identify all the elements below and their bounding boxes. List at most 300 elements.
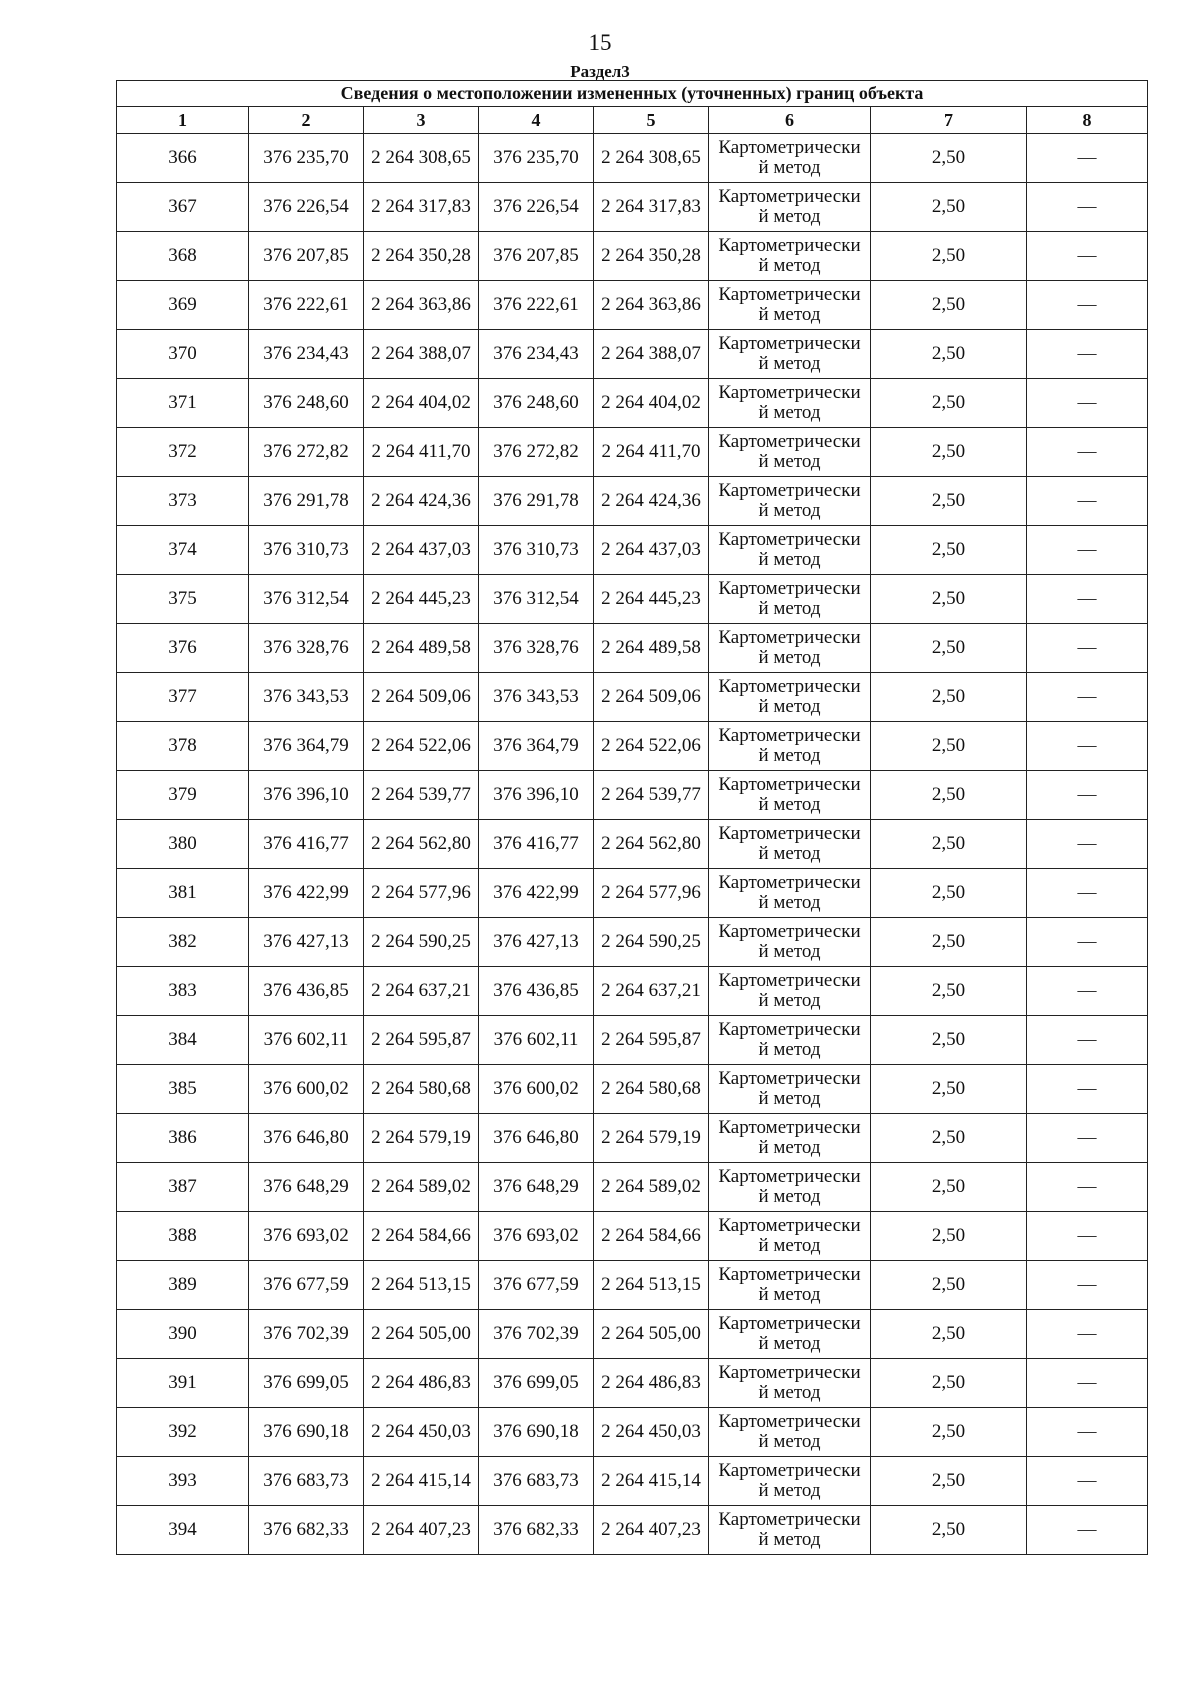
method-line-2: й метод (758, 1137, 821, 1158)
existing-x-cell: 376 690,18 (249, 1408, 364, 1457)
method-cell (709, 575, 871, 624)
point-number-cell: 369 (117, 281, 249, 330)
note-cell: — (1027, 526, 1148, 575)
table-row (117, 183, 1148, 232)
existing-y-cell: 2 264 404,02 (364, 379, 479, 428)
accuracy-cell: 2,50 (871, 673, 1027, 722)
existing-y-cell: 2 264 590,25 (364, 918, 479, 967)
point-number-cell: 385 (117, 1065, 249, 1114)
accuracy-cell: 2,50 (871, 379, 1027, 428)
existing-y-cell: 2 264 489,58 (364, 624, 479, 673)
method-cell (709, 232, 871, 281)
point-number-cell: 370 (117, 330, 249, 379)
refined-y-cell: 2 264 509,06 (594, 673, 709, 722)
accuracy-cell: 2,50 (871, 1408, 1027, 1457)
method-line-2: й метод (758, 794, 821, 815)
method-line-1: Картометрически (718, 578, 861, 599)
existing-y-cell: 2 264 445,23 (364, 575, 479, 624)
method-line-2: й метод (758, 157, 821, 178)
refined-x-cell: 376 422,99 (479, 869, 594, 918)
accuracy-cell: 2,50 (871, 575, 1027, 624)
refined-y-cell: 2 264 489,58 (594, 624, 709, 673)
point-number-cell: 371 (117, 379, 249, 428)
existing-y-cell: 2 264 637,21 (364, 967, 479, 1016)
method-line-1: Картометрически (718, 284, 861, 305)
table-row (117, 967, 1148, 1016)
existing-y-cell: 2 264 589,02 (364, 1163, 479, 1212)
refined-y-cell: 2 264 486,83 (594, 1359, 709, 1408)
existing-x-cell: 376 416,77 (249, 820, 364, 869)
refined-y-cell: 2 264 590,25 (594, 918, 709, 967)
method-cell (709, 428, 871, 477)
point-number-cell: 382 (117, 918, 249, 967)
method-line-1: Картометрически (718, 1411, 861, 1432)
refined-y-cell: 2 264 637,21 (594, 967, 709, 1016)
existing-y-cell: 2 264 363,86 (364, 281, 479, 330)
method-cell (709, 771, 871, 820)
refined-y-cell: 2 264 584,66 (594, 1212, 709, 1261)
note-cell: — (1027, 477, 1148, 526)
existing-y-cell: 2 264 579,19 (364, 1114, 479, 1163)
method-line-1: Картометрически (718, 235, 861, 256)
table-row (117, 624, 1148, 673)
note-cell: — (1027, 1016, 1148, 1065)
existing-y-cell: 2 264 486,83 (364, 1359, 479, 1408)
note-cell: — (1027, 281, 1148, 330)
note-cell: — (1027, 1261, 1148, 1310)
point-number-cell: 366 (117, 134, 249, 183)
existing-x-cell: 376 328,76 (249, 624, 364, 673)
existing-y-cell: 2 264 407,23 (364, 1506, 479, 1555)
method-cell (709, 722, 871, 771)
method-line-1: Картометрически (718, 970, 861, 991)
refined-y-cell: 2 264 522,06 (594, 722, 709, 771)
method-line-1: Картометрически (718, 1068, 861, 1089)
refined-y-cell: 2 264 450,03 (594, 1408, 709, 1457)
existing-y-cell: 2 264 350,28 (364, 232, 479, 281)
refined-y-cell: 2 264 388,07 (594, 330, 709, 379)
note-cell: — (1027, 232, 1148, 281)
refined-x-cell: 376 207,85 (479, 232, 594, 281)
method-cell (709, 477, 871, 526)
existing-x-cell: 376 693,02 (249, 1212, 364, 1261)
existing-y-cell: 2 264 580,68 (364, 1065, 479, 1114)
method-line-2: й метод (758, 500, 821, 521)
table-row (117, 722, 1148, 771)
method-cell (709, 134, 871, 183)
table-row (117, 1359, 1148, 1408)
refined-y-cell: 2 264 437,03 (594, 526, 709, 575)
point-number-cell: 389 (117, 1261, 249, 1310)
method-line-1: Картометрически (718, 1313, 861, 1334)
refined-y-cell: 2 264 505,00 (594, 1310, 709, 1359)
refined-y-cell: 2 264 579,19 (594, 1114, 709, 1163)
refined-x-cell: 376 235,70 (479, 134, 594, 183)
refined-y-cell: 2 264 445,23 (594, 575, 709, 624)
existing-y-cell: 2 264 513,15 (364, 1261, 479, 1310)
note-cell: — (1027, 1457, 1148, 1506)
note-cell: — (1027, 820, 1148, 869)
table-row (117, 1065, 1148, 1114)
accuracy-cell: 2,50 (871, 1016, 1027, 1065)
method-cell (709, 820, 871, 869)
refined-y-cell: 2 264 424,36 (594, 477, 709, 526)
existing-y-cell: 2 264 562,80 (364, 820, 479, 869)
point-number-cell: 392 (117, 1408, 249, 1457)
method-line-2: й метод (758, 1186, 821, 1207)
table-row (117, 1163, 1148, 1212)
table-row (117, 1016, 1148, 1065)
refined-x-cell: 376 226,54 (479, 183, 594, 232)
method-line-1: Картометрически (718, 529, 861, 550)
existing-x-cell: 376 422,99 (249, 869, 364, 918)
accuracy-cell: 2,50 (871, 1114, 1027, 1163)
point-number-cell: 381 (117, 869, 249, 918)
method-cell (709, 330, 871, 379)
method-cell (709, 1114, 871, 1163)
refined-x-cell: 376 699,05 (479, 1359, 594, 1408)
method-cell (709, 1163, 871, 1212)
note-cell: — (1027, 1212, 1148, 1261)
existing-x-cell: 376 646,80 (249, 1114, 364, 1163)
method-line-1: Картометрически (718, 1509, 861, 1530)
accuracy-cell: 2,50 (871, 1261, 1027, 1310)
refined-x-cell: 376 312,54 (479, 575, 594, 624)
accuracy-cell: 2,50 (871, 1212, 1027, 1261)
refined-x-cell: 376 310,73 (479, 526, 594, 575)
page-number: 15 (588, 30, 612, 55)
table-row (117, 1212, 1148, 1261)
refined-x-cell: 376 427,13 (479, 918, 594, 967)
note-cell: — (1027, 967, 1148, 1016)
table-row (117, 1457, 1148, 1506)
point-number-cell: 375 (117, 575, 249, 624)
table-row (117, 918, 1148, 967)
method-line-2: й метод (758, 1088, 821, 1109)
accuracy-cell: 2,50 (871, 820, 1027, 869)
method-cell (709, 1359, 871, 1408)
refined-x-cell: 376 416,77 (479, 820, 594, 869)
accuracy-cell: 2,50 (871, 281, 1027, 330)
accuracy-cell: 2,50 (871, 183, 1027, 232)
note-cell: — (1027, 1408, 1148, 1457)
method-cell (709, 673, 871, 722)
existing-x-cell: 376 226,54 (249, 183, 364, 232)
existing-x-cell: 376 396,10 (249, 771, 364, 820)
note-cell: — (1027, 771, 1148, 820)
refined-x-cell: 376 343,53 (479, 673, 594, 722)
refined-x-cell: 376 690,18 (479, 1408, 594, 1457)
method-line-1: Картометрически (718, 725, 861, 746)
method-line-2: й метод (758, 1333, 821, 1354)
method-line-2: й метод (758, 451, 821, 472)
note-cell: — (1027, 330, 1148, 379)
existing-y-cell: 2 264 450,03 (364, 1408, 479, 1457)
method-cell (709, 624, 871, 673)
column-number-row (117, 107, 1148, 134)
existing-x-cell: 376 291,78 (249, 477, 364, 526)
refined-x-cell: 376 234,43 (479, 330, 594, 379)
method-line-1: Картометрически (718, 676, 861, 697)
existing-y-cell: 2 264 424,36 (364, 477, 479, 526)
table-row (117, 1506, 1148, 1555)
method-cell (709, 379, 871, 428)
refined-y-cell: 2 264 562,80 (594, 820, 709, 869)
refined-x-cell: 376 396,10 (479, 771, 594, 820)
accuracy-cell: 2,50 (871, 330, 1027, 379)
refined-x-cell: 376 291,78 (479, 477, 594, 526)
point-number-cell: 380 (117, 820, 249, 869)
existing-y-cell: 2 264 595,87 (364, 1016, 479, 1065)
accuracy-cell: 2,50 (871, 1310, 1027, 1359)
point-number-cell: 384 (117, 1016, 249, 1065)
method-line-1: Картометрически (718, 823, 861, 844)
point-number-cell: 391 (117, 1359, 249, 1408)
method-cell (709, 1212, 871, 1261)
existing-x-cell: 376 702,39 (249, 1310, 364, 1359)
method-line-1: Картометрически (718, 480, 861, 501)
accuracy-cell: 2,50 (871, 232, 1027, 281)
existing-x-cell: 376 343,53 (249, 673, 364, 722)
method-cell (709, 1506, 871, 1555)
refined-x-cell: 376 222,61 (479, 281, 594, 330)
note-cell: — (1027, 1310, 1148, 1359)
method-line-2: й метод (758, 990, 821, 1011)
table-row (117, 379, 1148, 428)
accuracy-cell: 2,50 (871, 526, 1027, 575)
accuracy-cell: 2,50 (871, 967, 1027, 1016)
existing-x-cell: 376 699,05 (249, 1359, 364, 1408)
column-number-6: 6 (709, 107, 871, 134)
method-line-2: й метод (758, 402, 821, 423)
point-number-cell: 379 (117, 771, 249, 820)
method-line-1: Картометрически (718, 431, 861, 452)
method-line-2: й метод (758, 1039, 821, 1060)
point-number-cell: 393 (117, 1457, 249, 1506)
point-number-cell: 390 (117, 1310, 249, 1359)
existing-x-cell: 376 683,73 (249, 1457, 364, 1506)
method-cell (709, 526, 871, 575)
method-line-1: Картометрически (718, 774, 861, 795)
existing-y-cell: 2 264 317,83 (364, 183, 479, 232)
method-line-2: й метод (758, 304, 821, 325)
existing-y-cell: 2 264 505,00 (364, 1310, 479, 1359)
note-cell: — (1027, 1506, 1148, 1555)
existing-x-cell: 376 682,33 (249, 1506, 364, 1555)
accuracy-cell: 2,50 (871, 477, 1027, 526)
refined-x-cell: 376 677,59 (479, 1261, 594, 1310)
point-number-cell: 386 (117, 1114, 249, 1163)
method-line-1: Картометрически (718, 382, 861, 403)
existing-x-cell: 376 272,82 (249, 428, 364, 477)
method-line-2: й метод (758, 549, 821, 570)
existing-y-cell: 2 264 522,06 (364, 722, 479, 771)
accuracy-cell: 2,50 (871, 722, 1027, 771)
note-cell: — (1027, 624, 1148, 673)
refined-x-cell: 376 602,11 (479, 1016, 594, 1065)
existing-y-cell: 2 264 577,96 (364, 869, 479, 918)
table-row (117, 281, 1148, 330)
existing-x-cell: 376 310,73 (249, 526, 364, 575)
column-number-4: 4 (479, 107, 594, 134)
existing-y-cell: 2 264 584,66 (364, 1212, 479, 1261)
note-cell: — (1027, 379, 1148, 428)
table-row (117, 330, 1148, 379)
boundary-coordinates-table (116, 80, 1148, 1555)
refined-x-cell: 376 702,39 (479, 1310, 594, 1359)
point-number-cell: 383 (117, 967, 249, 1016)
method-cell (709, 1016, 871, 1065)
method-cell (709, 869, 871, 918)
existing-y-cell: 2 264 308,65 (364, 134, 479, 183)
existing-y-cell: 2 264 388,07 (364, 330, 479, 379)
accuracy-cell: 2,50 (871, 1506, 1027, 1555)
note-cell: — (1027, 722, 1148, 771)
method-line-1: Картометрически (718, 1362, 861, 1383)
point-number-cell: 378 (117, 722, 249, 771)
refined-x-cell: 376 646,80 (479, 1114, 594, 1163)
refined-y-cell: 2 264 317,83 (594, 183, 709, 232)
refined-x-cell: 376 272,82 (479, 428, 594, 477)
method-line-1: Картометрически (718, 1215, 861, 1236)
method-line-2: й метод (758, 892, 821, 913)
method-line-2: й метод (758, 843, 821, 864)
table-row (117, 820, 1148, 869)
refined-y-cell: 2 264 411,70 (594, 428, 709, 477)
existing-y-cell: 2 264 411,70 (364, 428, 479, 477)
existing-x-cell: 376 436,85 (249, 967, 364, 1016)
existing-y-cell: 2 264 539,77 (364, 771, 479, 820)
accuracy-cell: 2,50 (871, 1065, 1027, 1114)
method-line-2: й метод (758, 1235, 821, 1256)
column-number-5: 5 (594, 107, 709, 134)
refined-y-cell: 2 264 350,28 (594, 232, 709, 281)
method-line-1: Картометрически (718, 186, 861, 207)
method-cell (709, 918, 871, 967)
method-cell (709, 1261, 871, 1310)
point-number-cell: 367 (117, 183, 249, 232)
table-title-row (117, 81, 1148, 107)
method-line-1: Картометрически (718, 1019, 861, 1040)
method-line-2: й метод (758, 647, 821, 668)
refined-y-cell: 2 264 539,77 (594, 771, 709, 820)
table-row (117, 428, 1148, 477)
refined-y-cell: 2 264 308,65 (594, 134, 709, 183)
refined-x-cell: 376 328,76 (479, 624, 594, 673)
table-row (117, 771, 1148, 820)
note-cell: — (1027, 183, 1148, 232)
table-row (117, 232, 1148, 281)
note-cell: — (1027, 1163, 1148, 1212)
table-row (117, 1114, 1148, 1163)
table-row (117, 477, 1148, 526)
table-row (117, 869, 1148, 918)
note-cell: — (1027, 134, 1148, 183)
method-line-1: Картометрически (718, 137, 861, 158)
point-number-cell: 394 (117, 1506, 249, 1555)
method-line-1: Картометрически (718, 872, 861, 893)
method-line-1: Картометрически (718, 1264, 861, 1285)
existing-x-cell: 376 312,54 (249, 575, 364, 624)
method-line-2: й метод (758, 1431, 821, 1452)
table-row (117, 526, 1148, 575)
existing-x-cell: 376 677,59 (249, 1261, 364, 1310)
refined-y-cell: 2 264 577,96 (594, 869, 709, 918)
accuracy-cell: 2,50 (871, 134, 1027, 183)
existing-y-cell: 2 264 509,06 (364, 673, 479, 722)
refined-x-cell: 376 683,73 (479, 1457, 594, 1506)
accuracy-cell: 2,50 (871, 1359, 1027, 1408)
existing-y-cell: 2 264 437,03 (364, 526, 479, 575)
refined-x-cell: 376 248,60 (479, 379, 594, 428)
refined-x-cell: 376 436,85 (479, 967, 594, 1016)
refined-y-cell: 2 264 589,02 (594, 1163, 709, 1212)
note-cell: — (1027, 869, 1148, 918)
note-cell: — (1027, 1359, 1148, 1408)
refined-y-cell: 2 264 513,15 (594, 1261, 709, 1310)
point-number-cell: 387 (117, 1163, 249, 1212)
method-cell (709, 1408, 871, 1457)
method-line-1: Картометрически (718, 1460, 861, 1481)
method-line-2: й метод (758, 598, 821, 619)
existing-x-cell: 376 235,70 (249, 134, 364, 183)
column-number-8: 8 (1027, 107, 1148, 134)
refined-y-cell: 2 264 595,87 (594, 1016, 709, 1065)
note-cell: — (1027, 428, 1148, 477)
accuracy-cell: 2,50 (871, 428, 1027, 477)
table-body (117, 134, 1148, 1555)
refined-y-cell: 2 264 415,14 (594, 1457, 709, 1506)
point-number-cell: 377 (117, 673, 249, 722)
point-number-cell: 372 (117, 428, 249, 477)
existing-x-cell: 376 602,11 (249, 1016, 364, 1065)
method-line-2: й метод (758, 696, 821, 717)
refined-x-cell: 376 682,33 (479, 1506, 594, 1555)
refined-x-cell: 376 600,02 (479, 1065, 594, 1114)
method-line-1: Картометрически (718, 1166, 861, 1187)
table-row (117, 673, 1148, 722)
column-number-2: 2 (249, 107, 364, 134)
table-row (117, 1261, 1148, 1310)
existing-x-cell: 376 234,43 (249, 330, 364, 379)
point-number-cell: 388 (117, 1212, 249, 1261)
method-cell (709, 281, 871, 330)
column-number-3: 3 (364, 107, 479, 134)
method-line-1: Картометрически (718, 921, 861, 942)
table-row (117, 1408, 1148, 1457)
accuracy-cell: 2,50 (871, 1457, 1027, 1506)
refined-x-cell: 376 364,79 (479, 722, 594, 771)
method-line-2: й метод (758, 941, 821, 962)
table-row (117, 134, 1148, 183)
table-row (117, 575, 1148, 624)
accuracy-cell: 2,50 (871, 918, 1027, 967)
method-cell (709, 1065, 871, 1114)
existing-y-cell: 2 264 415,14 (364, 1457, 479, 1506)
existing-x-cell: 376 600,02 (249, 1065, 364, 1114)
method-line-2: й метод (758, 255, 821, 276)
existing-x-cell: 376 207,85 (249, 232, 364, 281)
existing-x-cell: 376 648,29 (249, 1163, 364, 1212)
method-line-2: й метод (758, 1480, 821, 1501)
note-cell: — (1027, 918, 1148, 967)
method-line-2: й метод (758, 1529, 821, 1550)
accuracy-cell: 2,50 (871, 624, 1027, 673)
method-line-2: й метод (758, 745, 821, 766)
note-cell: — (1027, 1114, 1148, 1163)
refined-y-cell: 2 264 407,23 (594, 1506, 709, 1555)
refined-x-cell: 376 693,02 (479, 1212, 594, 1261)
